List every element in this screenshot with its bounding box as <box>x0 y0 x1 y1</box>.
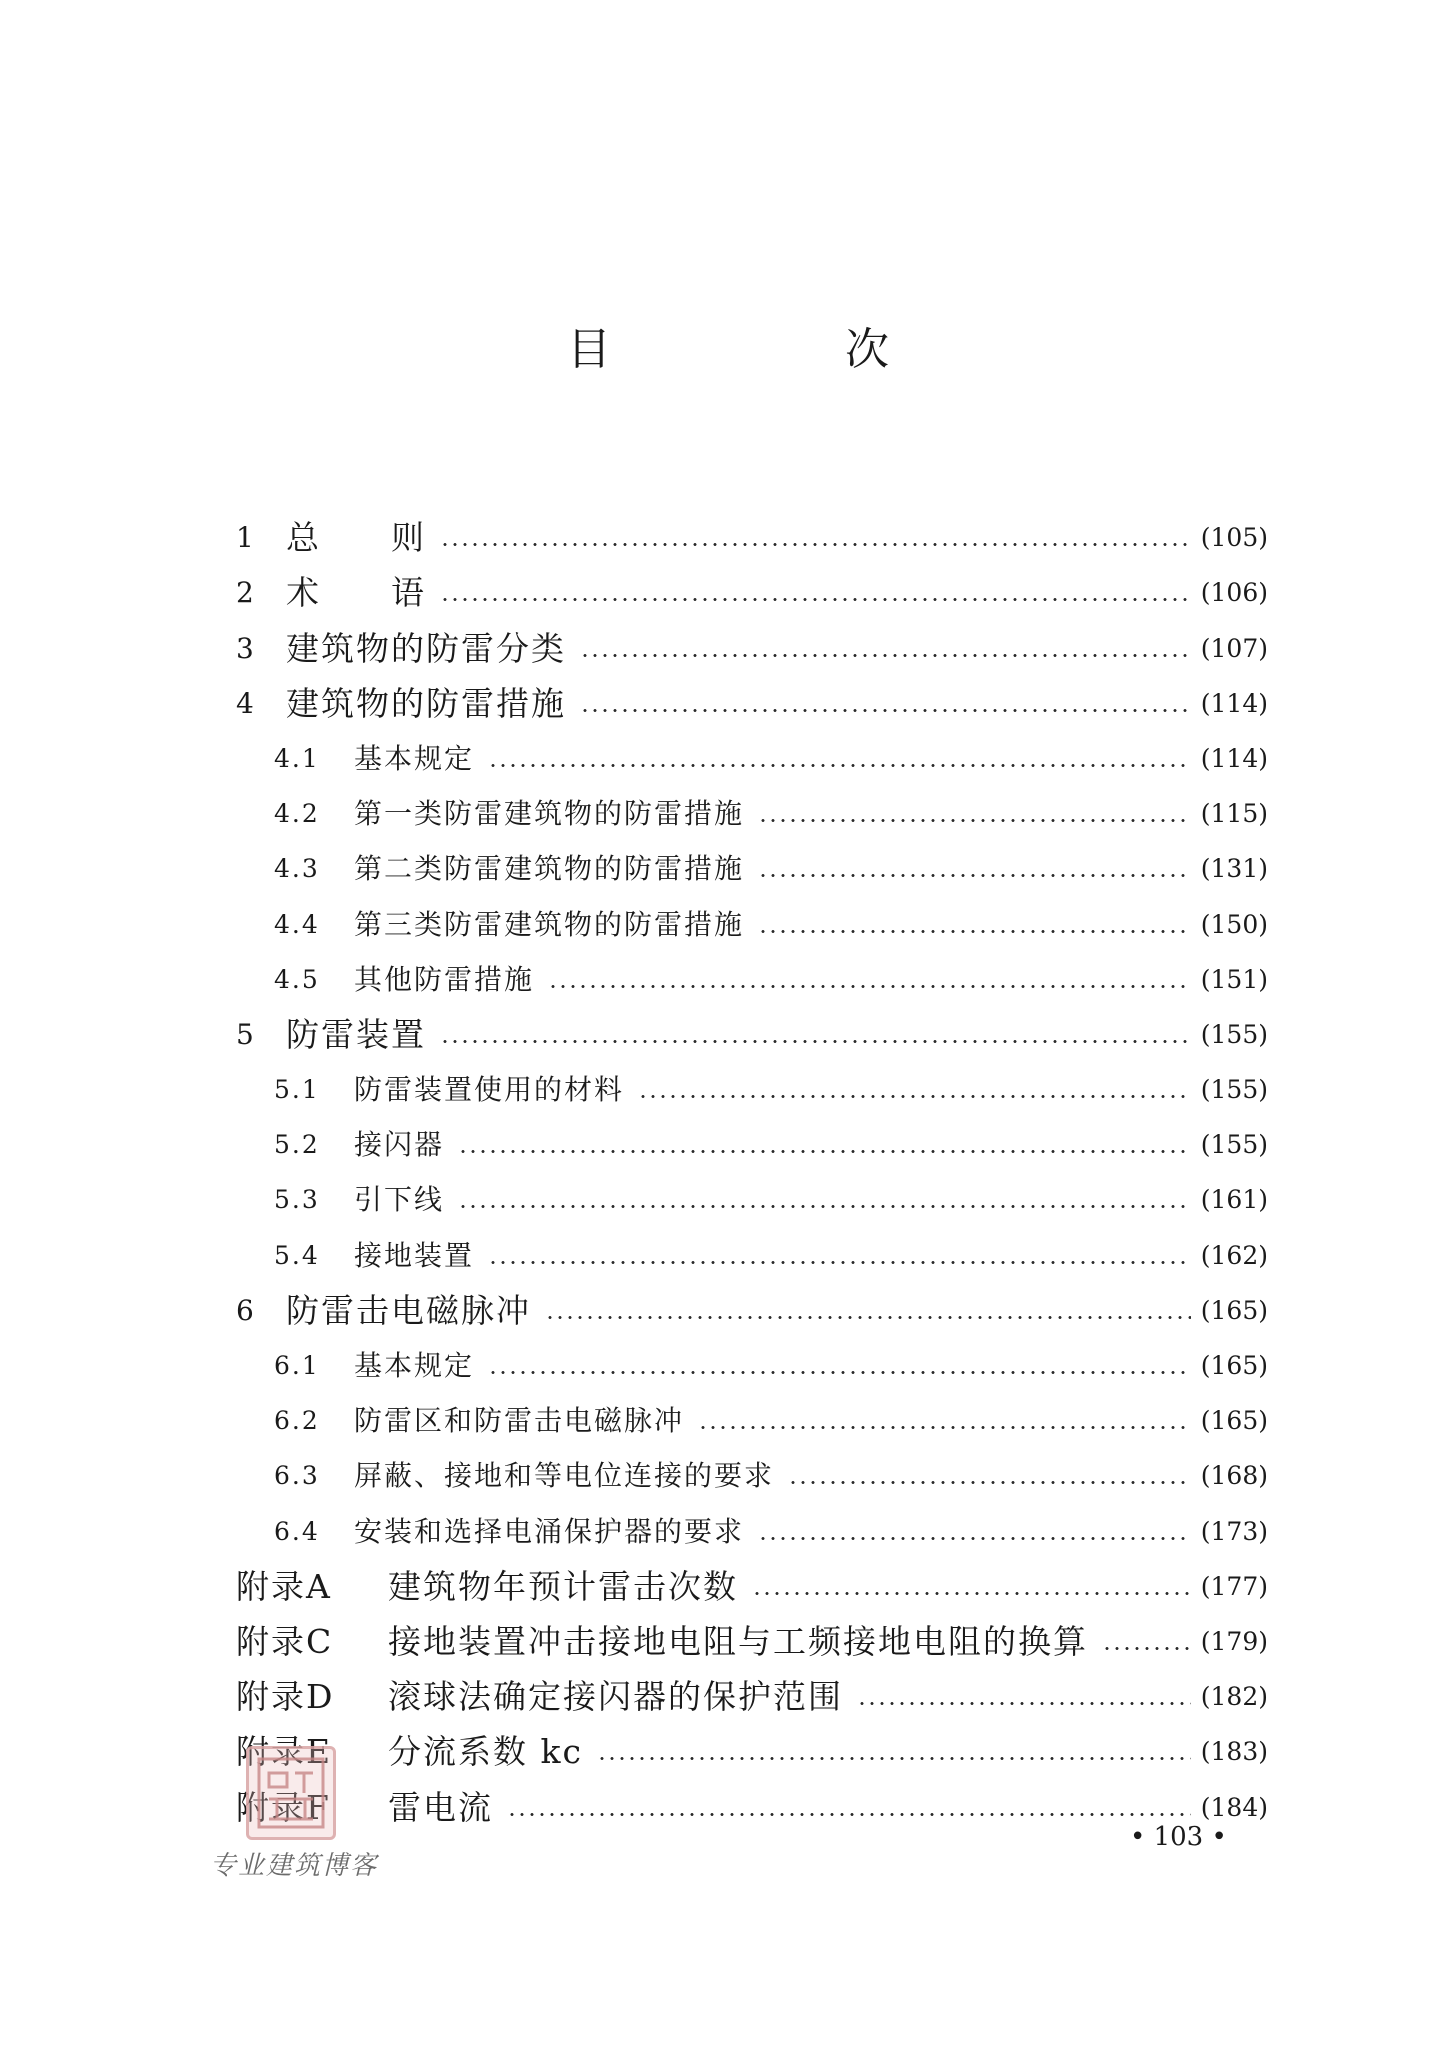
toc-entry-title: 总 则 <box>286 518 426 556</box>
toc-entry-number: 4.5 <box>274 964 320 994</box>
toc-entry-number: 3 <box>236 631 254 665</box>
toc-entry-number: 5.1 <box>274 1075 320 1105</box>
toc-entry[interactable] <box>236 1383 1268 1438</box>
toc-entry[interactable] <box>236 831 1268 886</box>
dot-leader <box>458 1150 1191 1153</box>
toc-entry-title: 分流系数 kc <box>388 1732 583 1770</box>
toc-entry-page: (161) <box>1200 1185 1268 1215</box>
toc-entry-number: 4.1 <box>274 743 320 773</box>
page-title: 目 次 <box>567 324 999 375</box>
dot-leader <box>638 1095 1191 1098</box>
dot-leader <box>507 1813 1191 1816</box>
dot-leader <box>440 543 1191 546</box>
seal-icon <box>249 1749 333 1837</box>
toc-entry[interactable] <box>236 666 1268 721</box>
toc-entry-page: (183) <box>1200 1737 1268 1767</box>
toc-entry-number: 5.4 <box>274 1240 320 1270</box>
dot-leader <box>580 654 1191 657</box>
dot-leader <box>458 1205 1191 1208</box>
toc-entry-title: 防雷装置 <box>286 1014 426 1052</box>
dot-leader <box>580 709 1191 712</box>
toc-entry[interactable] <box>236 1052 1268 1107</box>
toc-entry[interactable] <box>236 997 1268 1052</box>
toc-entry-title: 引下线 <box>354 1183 445 1217</box>
toc-entry[interactable] <box>236 1659 1268 1714</box>
toc-entry-title: 接地装置 <box>354 1238 475 1272</box>
toc-entry-page: (150) <box>1200 909 1268 939</box>
toc-entry[interactable] <box>236 776 1268 831</box>
toc-entry-title: 雷电流 <box>388 1787 493 1825</box>
toc-entry[interactable] <box>236 1273 1268 1328</box>
toc-entry-number: 5 <box>236 1017 254 1051</box>
toc-entry-number: 附录D <box>236 1677 335 1715</box>
toc-entry[interactable] <box>236 610 1268 665</box>
toc-entry-title: 防雷击电磁脉冲 <box>286 1290 531 1328</box>
dot-leader <box>752 1592 1191 1595</box>
dot-leader <box>440 598 1191 601</box>
toc-entry-title: 屏蔽、接地和等电位连接的要求 <box>354 1459 775 1493</box>
dot-leader <box>857 1702 1191 1705</box>
dot-leader <box>488 1371 1191 1374</box>
dot-leader <box>758 819 1191 822</box>
toc-entry[interactable] <box>236 500 1268 555</box>
toc-entry-title: 接地装置冲击接地电阻与工频接地电阻的换算 <box>388 1621 1088 1659</box>
toc-entry-number: 1 <box>236 521 254 555</box>
table-of-contents <box>236 500 1268 1825</box>
toc-entry-page: (165) <box>1200 1406 1268 1436</box>
toc-entry-number: 附录C <box>236 1621 334 1659</box>
toc-entry-page: (131) <box>1200 854 1268 884</box>
toc-entry-title: 建筑物年预计雷击次数 <box>388 1566 738 1604</box>
toc-entry-page: (155) <box>1200 1019 1268 1049</box>
toc-entry[interactable] <box>236 1714 1268 1769</box>
toc-entry-title: 防雷区和防雷击电磁脉冲 <box>354 1404 685 1438</box>
dot-leader <box>758 1537 1191 1540</box>
dot-leader <box>488 1261 1191 1264</box>
toc-entry-page: (177) <box>1200 1571 1268 1601</box>
toc-entry-title: 基本规定 <box>354 1349 475 1382</box>
toc-entry-title: 基本规定 <box>354 741 475 775</box>
toc-entry[interactable] <box>236 555 1268 610</box>
toc-entry-title: 第一类防雷建筑物的防雷措施 <box>354 797 745 831</box>
toc-entry-title: 建筑物的防雷分类 <box>286 628 566 666</box>
toc-entry[interactable] <box>236 1604 1268 1659</box>
toc-entry[interactable] <box>236 942 1268 997</box>
toc-entry-page: (155) <box>1200 1075 1268 1105</box>
toc-entry-number: 附录A <box>236 1566 332 1604</box>
toc-entry-number: 5.2 <box>274 1130 320 1160</box>
toc-entry-title: 安装和选择电涌保护器的要求 <box>354 1514 745 1548</box>
toc-entry-title: 防雷装置使用的材料 <box>354 1073 625 1107</box>
toc-entry[interactable] <box>236 1107 1268 1162</box>
toc-entry[interactable] <box>236 1769 1268 1824</box>
toc-entry-page: (165) <box>1200 1295 1268 1325</box>
toc-entry[interactable] <box>236 1549 1268 1604</box>
toc-entry-number: 6 <box>236 1293 254 1327</box>
toc-entry-number: 6.4 <box>274 1516 320 1546</box>
toc-entry-page: (184) <box>1200 1792 1268 1822</box>
toc-entry-title: 建筑物的防雷措施 <box>286 683 566 721</box>
toc-entry-number: 6.3 <box>274 1461 320 1491</box>
toc-entry-number: 6.1 <box>274 1351 320 1380</box>
dot-leader <box>788 1481 1191 1484</box>
toc-entry-title: 第二类防雷建筑物的防雷措施 <box>354 852 745 886</box>
toc-entry-page: (114) <box>1200 743 1268 773</box>
toc-entry-number: 4.4 <box>274 909 320 939</box>
toc-entry-title: 滚球法确定接闪器的保护范围 <box>388 1677 843 1715</box>
dot-leader <box>758 930 1191 933</box>
toc-entry-page: (106) <box>1200 578 1268 608</box>
toc-entry[interactable] <box>236 1438 1268 1493</box>
toc-entry-number: 4 <box>236 686 254 720</box>
dot-leader <box>698 1426 1191 1429</box>
toc-entry-page: (179) <box>1200 1626 1268 1656</box>
watermark-text: 专业建筑博客 <box>210 1851 379 1881</box>
toc-entry-title: 术 语 <box>286 573 426 611</box>
toc-entry-title: 第三类防雷建筑物的防雷措施 <box>354 907 745 941</box>
toc-entry-number: 附录E <box>236 1732 333 1770</box>
page-number: • 103 • <box>1130 1822 1227 1852</box>
toc-entry-page: (107) <box>1200 633 1268 663</box>
toc-entry-number: 5.3 <box>274 1185 320 1215</box>
dot-leader <box>548 985 1191 988</box>
toc-entry-page: (173) <box>1200 1516 1268 1546</box>
toc-entry[interactable] <box>236 1493 1268 1548</box>
toc-entry-page: (165) <box>1200 1351 1268 1380</box>
dot-leader <box>440 1040 1191 1043</box>
toc-entry-number: 6.2 <box>274 1406 320 1436</box>
seal-stamp-logo <box>246 1746 336 1840</box>
toc-entry-number: 附录F <box>236 1787 331 1825</box>
toc-entry[interactable] <box>236 1162 1268 1217</box>
dot-leader <box>488 764 1191 767</box>
toc-entry-number: 4.3 <box>274 854 320 884</box>
toc-entry[interactable] <box>236 721 1268 776</box>
toc-entry-page: (114) <box>1200 688 1268 718</box>
toc-entry-page: (182) <box>1200 1682 1268 1712</box>
toc-entry-title: 其他防雷措施 <box>354 962 535 996</box>
dot-leader <box>597 1757 1191 1760</box>
toc-entry-page: (162) <box>1200 1240 1268 1270</box>
toc-entry-page: (151) <box>1200 964 1268 994</box>
toc-entry[interactable] <box>236 1217 1268 1272</box>
toc-entry-page: (105) <box>1200 523 1268 553</box>
toc-entry-page: (168) <box>1200 1461 1268 1491</box>
toc-entry-page: (115) <box>1200 799 1268 829</box>
toc-entry-page: (155) <box>1200 1130 1268 1160</box>
toc-entry[interactable] <box>236 886 1268 941</box>
dot-leader <box>545 1316 1191 1319</box>
dot-leader <box>1102 1647 1191 1650</box>
toc-entry[interactable] <box>236 1328 1268 1383</box>
dot-leader <box>758 874 1191 877</box>
toc-entry-title: 接闪器 <box>354 1128 445 1162</box>
toc-entry-number: 4.2 <box>274 799 320 829</box>
toc-entry-number: 2 <box>236 576 254 610</box>
